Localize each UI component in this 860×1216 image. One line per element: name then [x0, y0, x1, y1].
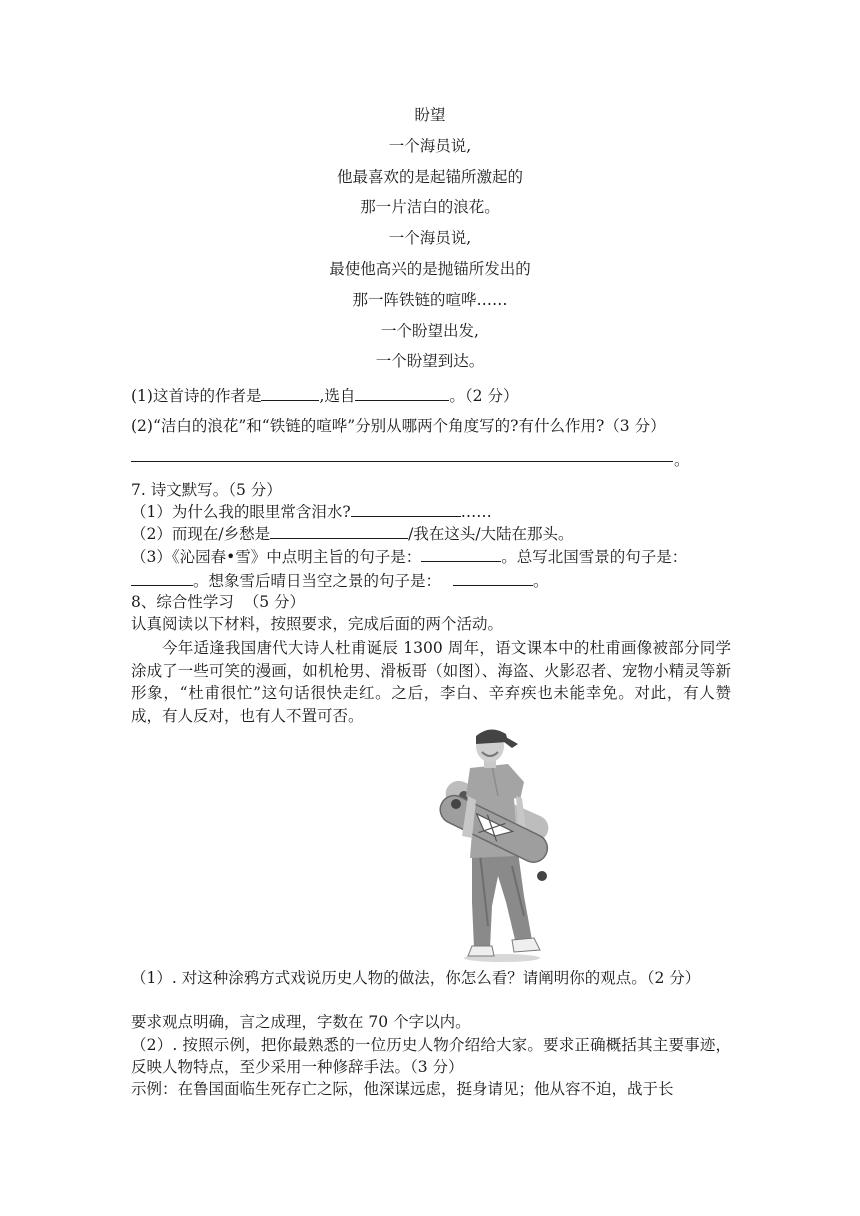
q7-sub2-blank[interactable] — [270, 523, 408, 539]
poem-line: 那一阵铁链的喧哗…… — [352, 290, 508, 309]
q6-sub1-source-label: ,选自 — [319, 387, 356, 405]
poem — [0, 100, 860, 377]
q8-passage: 今年适逢我国唐代大诗人杜甫诞辰 1300 周年，语文课本中的杜甫画像被部分同学涂成了一些可笑的漫画，如机枪男、滑板哥（如图）、海盗、火影忍者、宠物小精灵等新形象，“杜甫很忙”这句话很快走红。之后，李白、辛弃疾也未能幸免。对此，有人赞成，有人反对，也有人不置可否。 — [131, 639, 731, 725]
poem-line: 最使他高兴的是抛锚所发出的 — [329, 259, 531, 278]
q7-sub1-blank[interactable] — [351, 501, 461, 517]
q8-intro: 认真阅读以下材料，按照要求，完成后面的两个活动。 — [131, 615, 504, 633]
q6-sub1-score: 。（2 分） — [449, 387, 519, 405]
q7-sub3-end: 。 — [533, 572, 549, 590]
skateboarder-illustration — [432, 726, 562, 964]
q6-author-blank[interactable] — [261, 385, 319, 401]
q7-sub3-line2 — [131, 570, 731, 592]
q6-sub1 — [131, 385, 731, 407]
poem-line: 那一片洁白的浪花。 — [360, 198, 500, 217]
q6-source-blank[interactable] — [355, 385, 449, 401]
poem-line: 一个盼望到达。 — [375, 352, 485, 371]
q8-heading: 8、综合性学习 （5 分） — [131, 593, 306, 611]
q6-answer-line[interactable] — [131, 461, 673, 462]
q6-sub2: (2)“洁白的浪花”和“铁链的喧哗”分别从哪两个角度写的?有什么作用?（3 分） — [131, 417, 666, 435]
poem-line: 一个海员说, — [388, 136, 472, 155]
q7-sub1-prompt: （1）为什么我的眼里常含泪水? — [131, 503, 351, 521]
q8-sub1-requirement: 要求观点明确，言之成理，字数在 70 个字以内。 — [131, 1013, 471, 1031]
poem-line: 一个海员说, — [388, 229, 472, 248]
q7-sub2-rest: /我在这头/大陆在那头。 — [408, 525, 574, 543]
poem-title: 盼望 — [414, 106, 446, 124]
q6-sub1-prompt: (1)这首诗的作者是 — [131, 387, 262, 405]
q7-sub3-scene-label: 。总写北国雪景的句子是： — [501, 548, 688, 566]
q8-example: 示例：在鲁国面临生死存亡之际，他深谋远虑，挺身请见；他从容不迫，战于长 — [131, 1080, 674, 1098]
q7-sub3-blank-theme[interactable] — [421, 546, 501, 562]
q7-sub1 — [131, 501, 731, 523]
q7-sub1-ellipsis: …… — [460, 503, 492, 521]
q7-heading: 7. 诗文默写。（5 分） — [131, 481, 282, 499]
q7-sub3-blank-imagine[interactable] — [453, 570, 533, 586]
q7-sub2 — [131, 523, 731, 545]
q8-sub2: （2）. 按照示例，把你最熟悉的一位历史人物介绍给大家。要求正确概括其主要事迹，反映人物特点，至少采用一种修辞手法。（3 分） — [131, 1036, 731, 1076]
poem-line: 他最喜欢的是起锚所激起的 — [336, 167, 523, 186]
poem-line: 一个盼望出发, — [381, 321, 479, 340]
q7-sub3-line1 — [131, 546, 731, 568]
q7-sub3-blank-scene[interactable] — [131, 570, 193, 586]
q7-sub3-imagine-label: 。想象雪后晴日当空之景的句子是： — [193, 572, 442, 590]
q6-answer-end: 。 — [674, 451, 690, 469]
q7-sub3-prompt: （3）《沁园春•雪》中点明主旨的句子是： — [131, 548, 422, 566]
q7-sub2-prompt: （2）而现在/乡愁是 — [131, 525, 271, 543]
q8-sub1: （1）. 对这种涂鸦方式戏说历史人物的做法，你怎么看？请阐明你的观点。（2 分） — [131, 969, 701, 987]
